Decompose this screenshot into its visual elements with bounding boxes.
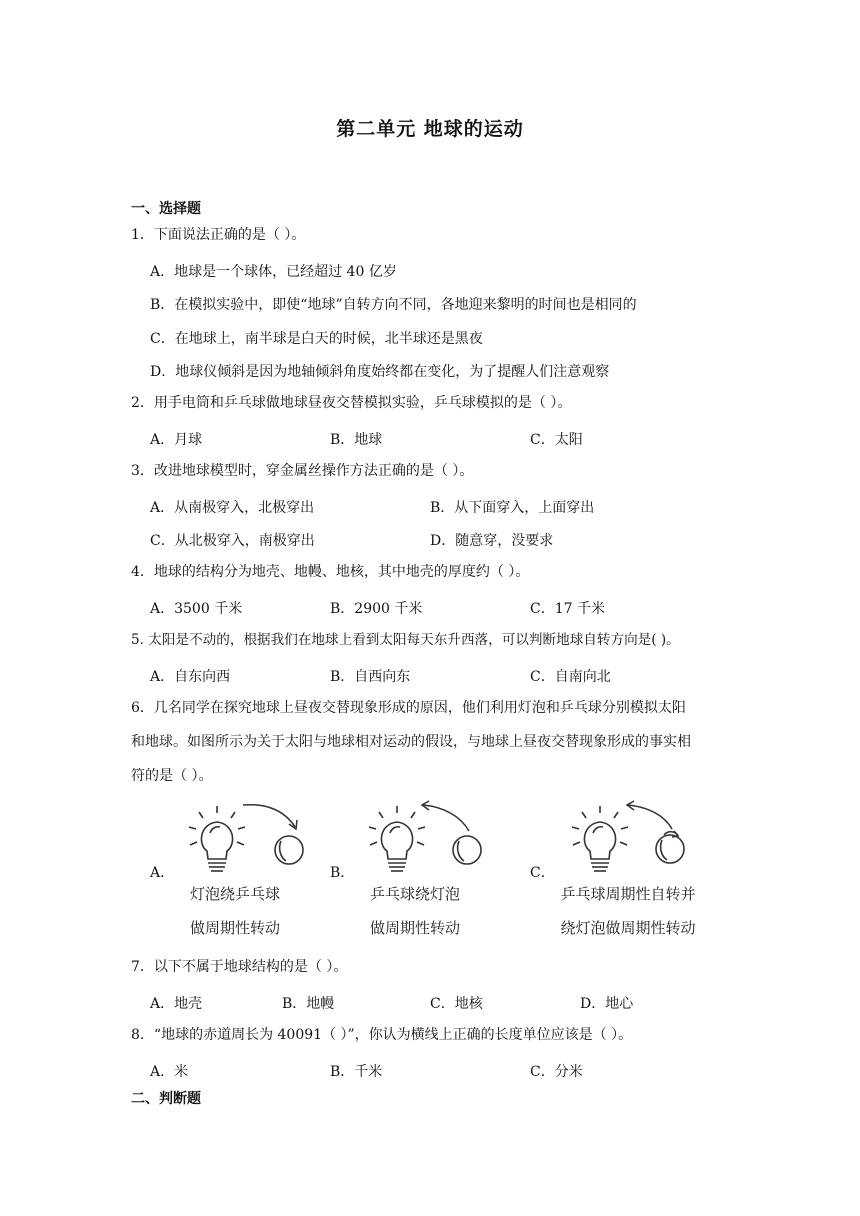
question-6-option-c-caption-line-1: 乒乓球周期性自转并 [560,885,696,903]
question-1-option-c[interactable]: C．在地球上，南半球是白天的时候，北半球还是黑夜 [150,331,483,347]
question-6-option-a-label[interactable]: A． [150,865,175,881]
question-2-option-c[interactable]: C．太阳 [530,432,583,448]
question-3-option-c[interactable]: C．从北极穿入，南极穿出 [150,533,315,549]
question-3-option-b[interactable]: B．从下面穿入，上面穿出 [430,500,595,516]
question-7-option-b[interactable]: B．地幔 [282,996,335,1012]
bulb-icon [369,806,425,871]
question-4-option-b[interactable]: B．2900 千米 [330,601,423,617]
spinning-ball-icon [656,831,684,863]
question-7-option-a[interactable]: A．地壳 [150,996,203,1012]
question-6-option-b-label[interactable]: B． [330,865,355,881]
question-8-option-a[interactable]: A．米 [150,1064,189,1080]
question-3-option-d[interactable]: D．随意穿，没要求 [430,533,554,549]
bulb-orbit-diagram-a [185,803,315,883]
question-2-option-a[interactable]: A．月球 [150,432,203,448]
question-1-option-d[interactable]: D．地球仪倾斜是因为地轴倾斜角度始终都在变化，为了提醒人们注意观察 [150,364,610,380]
question-6-option-b-caption-line-1: 乒乓球绕灯泡 [369,885,460,903]
orbit-arrow-icon [423,805,469,831]
question-5-option-a[interactable]: A．自东向西 [150,669,231,685]
question-6-stem-line-3: 符的是（ ）。 [131,768,213,784]
question-7-option-d[interactable]: D．地心 [580,996,634,1012]
ping-pong-ball-icon [453,836,481,864]
question-6-option-b-caption-line-2: 做周期性转动 [369,919,460,937]
question-1-option-a[interactable]: A．地球是一个球体，已经超过 40 亿岁 [150,264,397,280]
orbit-arrow-icon [628,805,672,829]
question-7-stem: 7．以下不属于地球结构的是（ ）。 [131,959,348,975]
question-8-stem: 8．“地球的赤道周长为 40091（ ）”，你认为横线上正确的长度单位应该是（ ）。 [131,1027,633,1043]
question-1-option-b[interactable]: B．在模拟实验中，即使“地球”自转方向不同，各地迎来黎明的时间也是相同的 [150,297,637,313]
bulb-orbit-diagram-c [568,803,698,883]
question-6-stem-line-1: 6．几名同学在探究地球上昼夜交替现象形成的原因，他们利用灯泡和乒乓球分别模拟太阳 [131,700,686,716]
question-5-stem: 5. 太阳是不动的，根据我们在地球上看到太阳每天东升西落，可以判断地球自转方向是( )。 [131,632,680,648]
question-4-option-a[interactable]: A．3500 千米 [150,601,243,617]
question-7-option-c[interactable]: C．地核 [430,996,483,1012]
page-title: 第二单元 地球的运动 [336,118,524,140]
bulb-orbit-diagram-b [365,803,495,883]
question-4-option-c[interactable]: C．17 千米 [530,601,605,617]
bulb-icon [572,806,628,871]
question-1-stem: 1．下面说法正确的是（ ）。 [131,227,306,243]
question-6-option-a-caption-line-2: 做周期性转动 [189,919,280,937]
ping-pong-ball-icon [275,836,303,864]
question-2-stem: 2．用手电筒和乒乓球做地球昼夜交替模拟实验，乒乓球模拟的是（ ）。 [131,395,572,411]
orbit-arrow-icon [243,805,295,827]
question-6-option-c-caption-line-2: 绕灯泡做周期性转动 [560,919,696,937]
question-6-option-c-label[interactable]: C． [530,865,555,881]
section-heading-choice: 一、选择题 [131,201,201,217]
section-heading-true-false: 二、判断题 [131,1091,201,1107]
question-5-option-c[interactable]: C．自南向北 [530,669,611,685]
question-3-stem: 3．改进地球模型时，穿金属丝操作方法正确的是（ ）。 [131,463,474,479]
question-8-option-c[interactable]: C．分米 [530,1064,583,1080]
question-6-stem-line-2: 和地球。如图所示为关于太阳与地球相对运动的假设，与地球上昼夜交替现象形成的事实相 [131,734,691,750]
question-4-stem: 4．地球的结构分为地壳、地幔、地核，其中地壳的厚度约（ ）。 [131,564,530,580]
question-2-option-b[interactable]: B．地球 [330,432,383,448]
question-5-option-b[interactable]: B．自西向东 [330,669,411,685]
question-8-option-b[interactable]: B．千米 [330,1064,383,1080]
bulb-icon [189,806,245,871]
question-3-option-a[interactable]: A．从南极穿入，北极穿出 [150,500,315,516]
question-6-option-a-caption-line-1: 灯泡绕乒乓球 [189,885,280,903]
